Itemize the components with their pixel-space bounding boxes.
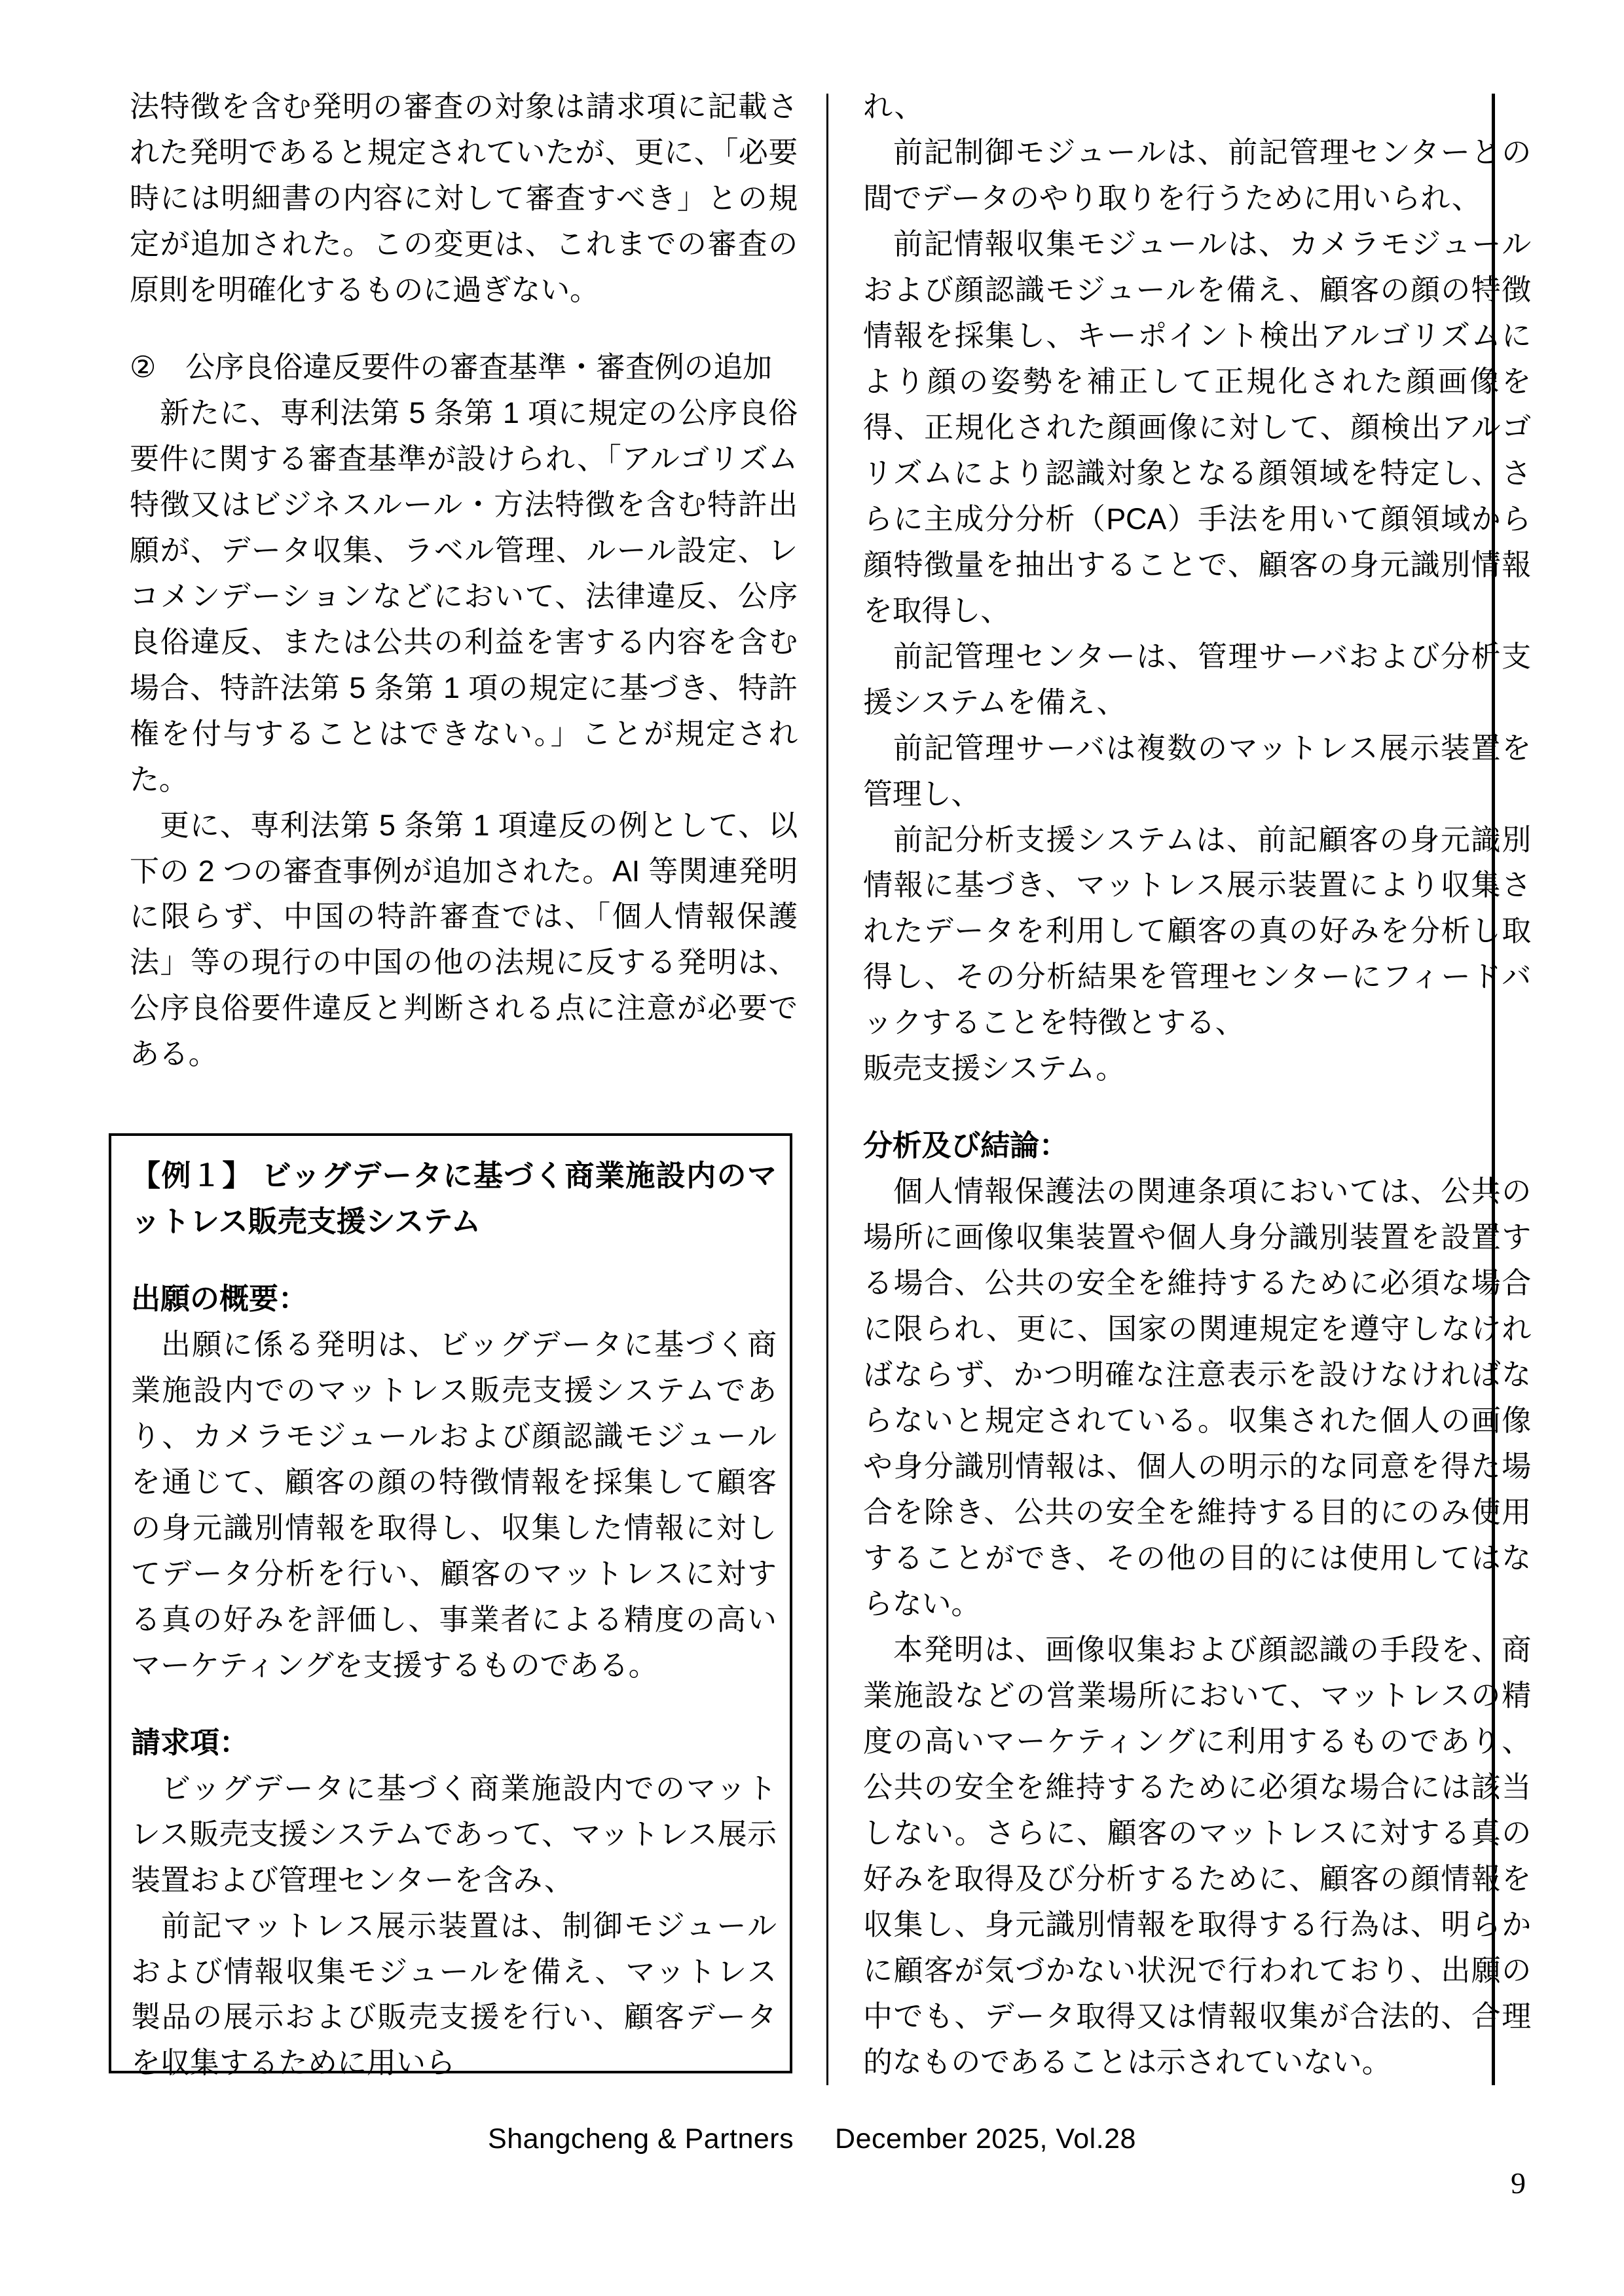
- paragraph-law-feature-exam: 法特徴を含む発明の審査の対象は請求項に記載された発明であると規定されていたが、更に、「必要時には明細書の内容に対して審査すべき」との規定が追加された。この変更は、これまでの審査の原則を明確化するものに過ぎない。: [130, 90, 798, 306]
- footer-firm-name: Shangcheng & Partners: [488, 2123, 794, 2155]
- claim-continuation-fragment: れ、: [863, 90, 924, 123]
- example-1-overview-heading: 出願の概要：: [131, 1281, 308, 1315]
- left-text-column: [130, 84, 798, 1077]
- claim-control-module: 前記制御モジュールは、前記管理センターとの間でデータのやり取りを行うために用いられ、: [863, 135, 1531, 215]
- analysis-conclusion-heading: 分析及び結論：: [863, 1129, 1069, 1163]
- page-footer: [0, 2123, 1624, 2155]
- page-number: 9: [1511, 2166, 1526, 2200]
- column-divider-rule: [826, 94, 828, 2085]
- example-1-title: 【例１】 ビッグデータに基づく商業施設内のマットレス販売支援システム: [131, 1159, 777, 1238]
- claim-closing-phrase: 販売支援システム。: [863, 1051, 1126, 1085]
- example-1-overview-text: 出願に係る発明は、ビッグデータに基づく商業施設内でのマットレス販売支援システムであり、カメラモジュールおよび顔認識モジュールを通じて、顧客の顔の特徴情報を採集して顧客の身元識別情報を取得し、収集した情報に対してデータ分析を行い、顧客のマットレスに対する真の好みを評価し、事業者による精度の高いマーケティングを支援するものである。: [131, 1327, 777, 1682]
- claim-info-collection-module: 前記情報収集モジュールは、カメラモジュールおよび顔認識モジュールを備え、顧客の顔の特徴情報を採集し、キーポイント検出アルゴリズムにより顔の姿勢を補正して正規化された顔画像を得、正規化された顔画像に対して、顔検出アルゴリズムにより認識対象となる顔領域を特定し、さらに主成分分析（PCA）手法を用いて顔領域から顔特徴量を抽出することで、顧客の身元識別情報を取得し、: [863, 227, 1531, 627]
- example-1-box: [109, 1133, 792, 2080]
- claim-management-center: 前記管理センターは、管理サーバおよび分析支援システムを備え、: [863, 639, 1531, 719]
- example-1-claim-display-device: 前記マットレス展示装置は、制御モジュールおよび情報収集モジュールを備え、マットレス製品の展示および販売支援を行い、顧客データを収集するために用いら: [131, 1908, 777, 2080]
- right-text-column: [863, 84, 1531, 2085]
- analysis-paragraph-conclusion: 本発明は、画像収集および顔認識の手段を、商業施設などの営業場所において、マットレスの精度の高いマーケティングに利用するものであり、公共の安全を維持するために必須な場合には該当しない。さらに、顧客のマットレスに対する真の好みを取得及び分析するために、顧客の顔情報を収集し、身元識別情報を取得する行為は、明らかに顧客が気づかない状況で行われており、出願の中でも、データ取得又は情報収集が合法的、合理的なものであることは示されていない。: [863, 1632, 1531, 2079]
- paragraph-article5-criteria: 新たに、専利法第 5 条第 1 項に規定の公序良俗要件に関する審査基準が設けられ、「アルゴリズム特徴又はビジネスルール・方法特徴を含む特許出願が、データ収集、ラベル管理、ルール設定、レコメンデーションなどにおいて、法律違反、公序良俗違反、または公共の利益を害する内容を含む場合、特許法第 5 条第 1 項の規定に基づき、特許権を付与することはできない。」ことが規定された。: [130, 395, 798, 796]
- example-1-claims-heading: 請求項：: [131, 1725, 249, 1759]
- claim-management-server: 前記管理サーバは複数のマットレス展示装置を管理し、: [863, 731, 1531, 811]
- analysis-paragraph-privacy-law: 個人情報保護法の関連条項においては、公共の場所に画像収集装置や個人身分識別装置を設置する場合、公共の安全を維持するために必須な場合に限られ、更に、国家の関連規定を遵守しなければならず、かつ明確な注意表示を設けなければならないと規定されている。収集された個人の画像や身分識別情報は、個人の明示的な同意を得た場合を除き、公共の安全を維持する目的にのみ使用することができ、その他の目的には使用してはならない。: [863, 1175, 1531, 1620]
- example-1-claim-preamble: ビッグデータに基づく商業施設内でのマットレス販売支援システムであって、マットレス展示装置および管理センターを含み、: [131, 1771, 777, 1897]
- claim-analysis-support-system: 前記分析支援システムは、前記顧客の身元識別情報に基づき、マットレス展示装置により収集されたデータを利用して顧客の真の好みを分析し取得し、その分析結果を管理センターにフィードバックすることを特徴とする、: [863, 822, 1531, 1040]
- example-1-content: [131, 1153, 777, 2086]
- heading-public-order-criteria: ② 公序良俗違反要件の審査基準・審査例の追加: [130, 350, 772, 384]
- footer-issue-info: December 2025, Vol.28: [835, 2123, 1136, 2155]
- paragraph-two-examples-note: 更に、専利法第 5 条第 1 項違反の例として、以下の 2 つの審査事例が追加された。AI 等関連発明に限らず、中国の特許審査では、「個人情報保護法」等の現行の中国の他の法規に反する発明は、公序良俗要件違反と判断される点に注意が必要である。: [130, 808, 798, 1071]
